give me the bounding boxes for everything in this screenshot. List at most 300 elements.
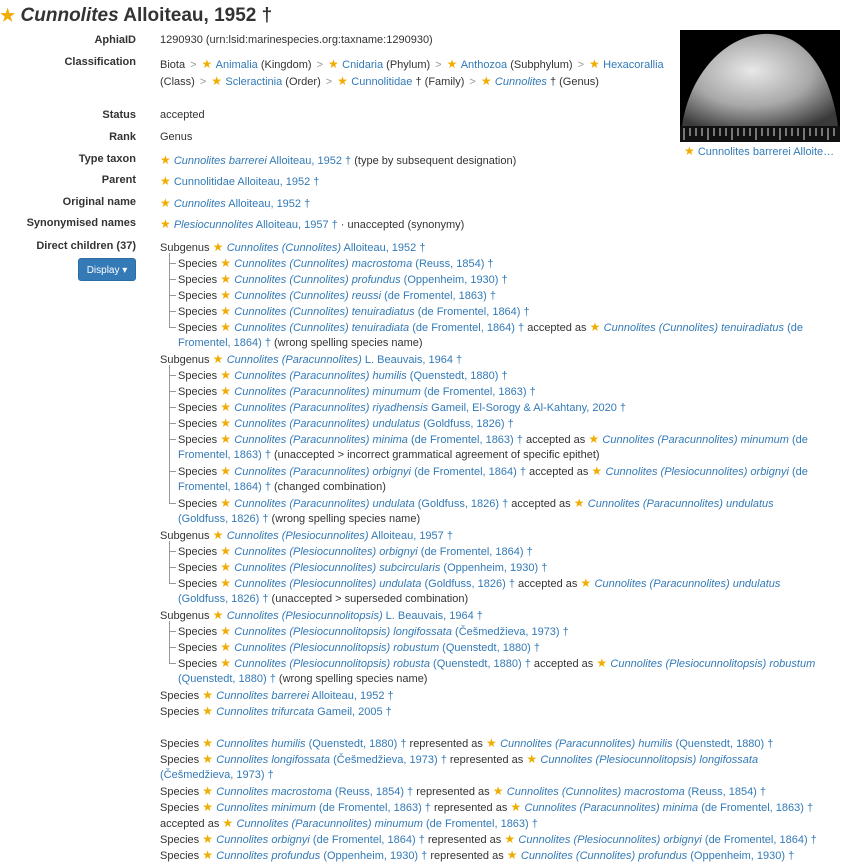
child-taxon-link[interactable]: Cunnolites (Plesiocunnolitopsis) <box>226 610 383 622</box>
tree-row <box>160 799 813 816</box>
tree-connector <box>169 375 176 376</box>
star-icon: ★ <box>220 368 235 382</box>
continued-note: (wrong spelling species name) <box>270 337 423 349</box>
star-icon: ★ <box>220 432 235 446</box>
child-taxon-authority[interactable]: Alloiteau, 1957 † <box>368 530 453 542</box>
tree-connector <box>169 365 170 503</box>
represented-taxon-authority[interactable]: (Reuss, 1854) † <box>684 786 767 798</box>
accepted-as-text: accepted as <box>160 818 223 830</box>
star-icon: ★ <box>337 74 352 88</box>
label-aphiaid: AphiaID <box>94 34 136 46</box>
tree-row <box>178 655 815 672</box>
child-rank: Species <box>160 738 203 750</box>
star-icon: ★ <box>446 57 461 71</box>
accepted-as-text: accepted as <box>530 658 597 670</box>
represented-as-text: represented as <box>446 754 527 766</box>
tree-connector <box>169 295 176 296</box>
star-icon: ★ <box>504 832 519 846</box>
represented-as-text: represented as <box>430 802 511 814</box>
child-taxon-authority[interactable]: (Oppenheim, 1930) † <box>400 274 508 286</box>
child-rank: Species <box>178 546 221 558</box>
star-icon: ★ <box>220 576 235 590</box>
tree-row <box>178 671 427 687</box>
tree-row <box>178 447 600 463</box>
star-icon: ★ <box>506 848 521 862</box>
continued-authority[interactable]: Fromentel, 1864) † <box>178 337 271 349</box>
classification-rank: † (Family) <box>412 76 465 88</box>
accepted-taxon-link[interactable]: Cunnolites (Paracunnolites) minumum <box>236 818 423 830</box>
accepted-as-text: accepted as <box>508 498 574 510</box>
tree-connector <box>169 647 176 648</box>
classification-link[interactable]: Cunnolitidae <box>351 76 413 88</box>
tree-row <box>160 831 817 848</box>
classification-rank: (Class) <box>160 76 195 88</box>
represented-as-text: represented as <box>413 786 493 798</box>
accepted-as-text: accepted as <box>514 578 581 590</box>
classification-link[interactable]: Scleractinia <box>225 76 283 88</box>
child-taxon-link[interactable]: Cunnolites humilis <box>216 738 306 750</box>
represented-taxon-link[interactable]: Cunnolites (Plesiocunnolitopsis) longifossata <box>540 754 759 766</box>
represented-as-text: represented as <box>424 834 505 846</box>
continued-authority[interactable]: (Češmedžieva, 1973) † <box>160 769 274 781</box>
title-authority: Alloiteau, 1952 † <box>118 5 273 26</box>
tree-row <box>178 559 547 576</box>
classification-rank: (Order) <box>282 76 321 88</box>
accepted-taxon-authority[interactable]: (de <box>784 322 804 334</box>
represented-taxon-link[interactable]: Cunnolites (Cunnolites) profundus <box>520 850 688 862</box>
child-rank: Species <box>178 306 221 318</box>
label-rank: Rank <box>109 131 136 143</box>
child-taxon-authority[interactable]: (Quenstedt, 1880) † <box>305 738 407 750</box>
continued-authority[interactable]: (Goldfuss, 1826) † <box>178 593 269 605</box>
star-icon: ★ <box>212 608 227 622</box>
tree-connector <box>169 391 176 392</box>
tree-connector <box>169 541 170 583</box>
accepted-as-text: accepted as <box>525 466 592 478</box>
type-taxon-value <box>160 153 516 167</box>
child-taxon-authority[interactable]: Alloiteau, 1952 † <box>309 690 394 702</box>
breadcrumb-separator: > <box>469 76 476 88</box>
child-taxon-link[interactable]: Cunnolites (Paracunnolites) <box>226 354 362 366</box>
continued-note: (wrong spelling species name) <box>275 673 428 685</box>
star-icon: ★ <box>202 784 217 798</box>
child-taxon-link[interactable]: Cunnolites (Cunnolites) profundus <box>234 274 401 286</box>
continued-note: (unaccepted > superseded combination) <box>268 593 469 605</box>
represented-taxon-link[interactable]: Cunnolites (Paracunnolites) minima <box>524 802 699 814</box>
star-icon: ★ <box>220 256 235 270</box>
tree-row <box>178 287 496 304</box>
classification-link[interactable]: Animalia <box>215 59 258 71</box>
type-taxon-note: (type by subsequent designation) <box>351 155 517 167</box>
tree-row <box>160 527 453 544</box>
tree-row <box>178 367 508 384</box>
child-rank: Species <box>178 258 221 270</box>
page-title <box>0 5 272 27</box>
tree-row <box>178 415 514 432</box>
synonymised-value <box>160 217 464 231</box>
classification-rank: † (Genus) <box>546 76 599 88</box>
star-icon: ★ <box>220 544 235 558</box>
tree-row <box>178 591 468 607</box>
child-taxon-link[interactable]: Cunnolites (Paracunnolites) undulatus <box>234 418 421 430</box>
tree-row <box>178 431 808 448</box>
star-icon: ★ <box>328 57 343 71</box>
child-taxon-link[interactable]: Cunnolites minimum <box>216 802 316 814</box>
star-icon: ★ <box>222 816 237 830</box>
child-taxon-authority[interactable]: (Quenstedt, 1880) † <box>406 370 508 382</box>
label-type-taxon: Type taxon <box>78 153 136 165</box>
star-icon: ★ <box>220 400 235 414</box>
child-rank: Species <box>160 802 203 814</box>
child-taxon-authority[interactable]: (Češmedžieva, 1973) † <box>451 626 569 638</box>
represented-taxon-link[interactable]: Cunnolites (Plesiocunnolites) orbignyi <box>518 834 702 846</box>
child-taxon-link[interactable]: Cunnolites (Paracunnolites) orbignyi <box>234 466 412 478</box>
classification-link[interactable]: Anthozoa <box>460 59 508 71</box>
tree-connector <box>169 621 170 663</box>
represented-as-text: represented as <box>427 850 507 862</box>
child-taxon-link[interactable]: Cunnolites (Cunnolites) tenuiradiatus <box>234 306 415 318</box>
star-icon: ★ <box>201 57 216 71</box>
accepted-as-text: accepted as <box>524 322 590 334</box>
child-rank: Species <box>178 498 221 510</box>
accepted-taxon-authority[interactable]: (de <box>788 466 808 478</box>
rank-value: Genus <box>160 131 193 143</box>
tree-row <box>178 479 386 495</box>
represented-taxon-link[interactable]: Cunnolites (Cunnolites) macrostoma <box>506 786 685 798</box>
child-taxon-link[interactable]: Cunnolites (Paracunnolites) minumum <box>234 386 421 398</box>
child-rank: Species <box>160 834 203 846</box>
label-classification: Classification <box>64 56 136 68</box>
classification-rank: (Phylum) <box>383 59 431 71</box>
star-icon: ★ <box>220 272 235 286</box>
child-taxon-link[interactable]: Cunnolites (Cunnolites) reussi <box>234 290 382 302</box>
label-parent: Parent <box>101 174 136 186</box>
star-icon: ★ <box>211 74 226 88</box>
accepted-taxon-link[interactable]: Cunnolites (Cunnolites) tenuiradiatus <box>603 322 785 334</box>
accepted-taxon-link[interactable]: Cunnolites (Plesiocunnolites) orbignyi <box>605 466 789 478</box>
star-icon: ★ <box>220 304 235 318</box>
child-rank: Subgenus <box>160 242 213 254</box>
star-icon: ★ <box>160 217 171 231</box>
child-taxon-link[interactable]: Cunnolites (Paracunnolites) riyadhensis <box>234 402 429 414</box>
star-icon: ★ <box>485 736 501 750</box>
star-icon: ★ <box>591 464 606 478</box>
child-rank: Subgenus <box>160 354 213 366</box>
child-rank: Species <box>178 562 221 574</box>
breadcrumb-separator: > <box>316 59 324 71</box>
type-taxon-authority[interactable]: Alloiteau, 1952 † <box>266 155 352 167</box>
star-icon: ★ <box>202 688 217 702</box>
tree-row <box>178 511 420 527</box>
child-rank: Species <box>178 466 221 478</box>
continued-authority[interactable]: Fromentel, 1863) † <box>178 449 271 461</box>
child-taxon-authority[interactable]: (Oppenheim, 1930) † <box>320 850 428 862</box>
child-taxon-link[interactable]: Cunnolites (Cunnolites) macrostoma <box>234 258 413 270</box>
tree-row <box>178 271 508 288</box>
star-icon: ★ <box>589 57 604 71</box>
tree-connector <box>169 551 176 552</box>
parent-link[interactable]: Cunnolitidae Alloiteau, 1952 † <box>173 176 320 188</box>
star-icon: ★ <box>220 464 235 478</box>
child-taxon-authority[interactable]: (Češmedžieva, 1973) † <box>330 754 447 766</box>
classification-link[interactable]: Cnidaria <box>342 59 384 71</box>
label-direct-children: Direct children (37) <box>36 240 136 252</box>
specimen-image[interactable] <box>680 30 840 142</box>
child-rank: Species <box>178 418 221 430</box>
child-rank: Species <box>178 434 221 446</box>
tree-row <box>178 575 780 592</box>
child-rank: Subgenus <box>160 530 213 542</box>
star-icon: ★ <box>202 848 217 862</box>
breadcrumb-separator: > <box>435 59 442 71</box>
child-rank: Species <box>178 642 221 654</box>
child-taxon-authority[interactable]: (Reuss, 1854) † <box>331 786 414 798</box>
child-taxon-authority[interactable]: Gameil, El-Sorogy & Al-Kahtany, 2020 † <box>428 402 627 414</box>
child-taxon-authority[interactable]: (Goldfuss, 1826) † <box>420 418 514 430</box>
tree-row <box>160 687 394 704</box>
child-rank: Species <box>160 850 203 862</box>
represented-taxon-authority[interactable]: (de Fromentel, 1863) † <box>698 802 814 814</box>
accepted-taxon-link[interactable]: Cunnolites (Paracunnolites) minumum <box>602 434 789 446</box>
star-icon: ★ <box>160 153 171 167</box>
child-taxon-link[interactable]: Cunnolites (Plesiocunnolitopsis) robusta <box>234 658 430 670</box>
breadcrumb-separator: > <box>325 76 333 88</box>
tree-row <box>178 383 536 400</box>
tree-row <box>178 335 423 351</box>
tree-row <box>178 319 803 336</box>
star-icon: ★ <box>202 704 217 718</box>
star-icon: ★ <box>212 352 227 366</box>
child-taxon-link[interactable]: Cunnolites (Cunnolites) <box>226 242 342 254</box>
image-caption[interactable] <box>684 144 834 158</box>
tree-row <box>178 463 808 480</box>
star-icon: ★ <box>220 416 235 430</box>
star-icon: ★ <box>684 144 695 158</box>
star-icon: ★ <box>492 784 507 798</box>
child-taxon-authority[interactable]: (de Fromentel, 1864) † <box>414 306 530 318</box>
star-icon: ★ <box>580 576 595 590</box>
tree-connector <box>169 471 176 472</box>
child-rank: Species <box>178 402 221 414</box>
child-rank: Species <box>178 626 221 638</box>
tree-connector <box>169 503 176 504</box>
tree-row <box>178 623 569 640</box>
child-rank: Species <box>178 386 221 398</box>
child-taxon-authority[interactable]: (de Fromentel, 1864) † <box>411 466 526 478</box>
star-icon: ★ <box>589 320 604 334</box>
continued-authority[interactable]: (Quenstedt, 1880) † <box>178 673 276 685</box>
child-taxon-link[interactable]: Cunnolites longifossata <box>216 754 331 766</box>
star-icon: ★ <box>212 240 227 254</box>
child-taxon-authority[interactable]: (Quenstedt, 1880) † <box>429 658 531 670</box>
continued-authority[interactable]: (Goldfuss, 1826) † <box>178 513 269 525</box>
accepted-taxon-link[interactable]: Cunnolites (Paracunnolites) undulatus <box>594 578 781 590</box>
child-taxon-link[interactable]: Cunnolites (Plesiocunnolites) undulata <box>234 578 422 590</box>
label-original-name: Original name <box>62 196 136 208</box>
star-icon: ★ <box>202 736 217 750</box>
child-taxon-link[interactable]: Cunnolites (Plesiocunnolitopsis) robustum <box>234 642 440 654</box>
synonym-link[interactable]: Plesiocunnolites <box>173 219 254 231</box>
star-icon: ★ <box>220 560 235 574</box>
coral-photo-icon <box>680 30 840 142</box>
child-taxon-authority[interactable]: (Goldfuss, 1826) † <box>414 498 509 510</box>
tree-connector <box>169 327 176 328</box>
synonym-authority[interactable]: Alloiteau, 1957 † <box>253 219 338 231</box>
child-taxon-authority[interactable]: (de Fromentel, 1864) † <box>409 322 525 334</box>
tree-row <box>178 255 494 272</box>
child-taxon-authority[interactable]: (de Fromentel, 1864) † <box>309 834 425 846</box>
tree-connector <box>169 311 176 312</box>
breadcrumb-separator: > <box>199 76 207 88</box>
accepted-taxon-link[interactable]: Cunnolites (Plesiocunnolitopsis) robustum <box>610 658 816 670</box>
accepted-as-text: accepted as <box>522 434 589 446</box>
child-taxon-link[interactable]: Cunnolites (Plesiocunnolitopsis) longifossata <box>234 626 452 638</box>
tree-row <box>160 735 773 752</box>
classification-link[interactable]: Cunnolites <box>494 76 547 88</box>
star-icon: ★ <box>510 800 525 814</box>
child-taxon-link[interactable]: Cunnolites barrerei <box>216 690 310 702</box>
continued-note: (wrong spelling species name) <box>268 513 421 525</box>
continued-note: (unaccepted > incorrect grammatical agreement of specific epithet) <box>270 449 600 461</box>
tree-row <box>178 495 774 512</box>
child-taxon-authority[interactable]: (Goldfuss, 1826) † <box>421 578 515 590</box>
child-rank: Species <box>160 786 203 798</box>
star-icon: ★ <box>480 74 495 88</box>
tree-row <box>160 783 766 800</box>
aphiaid-value: 1290930 (urn:lsid:marinespecies.org:taxname:1290930) <box>160 34 433 46</box>
star-icon: ★ <box>220 656 235 670</box>
display-button[interactable]: Display ▾ <box>78 258 136 281</box>
child-taxon-authority[interactable]: Alloiteau, 1952 † <box>341 242 426 254</box>
tree-row <box>160 239 425 256</box>
star-icon: ★ <box>160 196 171 210</box>
star-icon: ★ <box>212 528 227 542</box>
child-taxon-link[interactable]: Cunnolites trifurcata <box>216 706 315 718</box>
star-icon: ★ <box>573 496 588 510</box>
breadcrumb-separator: > <box>577 59 585 71</box>
child-taxon-authority[interactable]: L. Beauvais, 1964 † <box>361 354 463 366</box>
represented-as-text: represented as <box>406 738 486 750</box>
child-taxon-link[interactable]: Cunnolites (Plesiocunnolites) subcircularis <box>234 562 441 574</box>
classification-rank: (Kingdom) <box>257 59 312 71</box>
label-status: Status <box>102 109 136 121</box>
child-taxon-authority[interactable]: (Quenstedt, 1880) † <box>439 642 541 654</box>
parent-value <box>160 174 319 188</box>
status-value: accepted <box>160 109 205 121</box>
tree-connector <box>169 279 176 280</box>
represented-taxon-authority[interactable]: (de Fromentel, 1864) † <box>701 834 817 846</box>
tree-row <box>160 351 462 368</box>
accepted-taxon-authority[interactable]: (de Fromentel, 1863) † <box>422 818 538 830</box>
star-icon: ★ <box>220 640 235 654</box>
star-icon: ★ <box>202 800 217 814</box>
child-taxon-authority[interactable]: L. Beauvais, 1964 † <box>382 610 483 622</box>
tree-row <box>178 639 540 656</box>
tree-row <box>178 399 626 416</box>
tree-row <box>160 607 483 624</box>
child-taxon-link[interactable]: Cunnolites orbignyi <box>216 834 310 846</box>
star-icon: ★ <box>220 288 235 302</box>
star-icon: ★ <box>220 496 235 510</box>
child-rank: Species <box>178 578 221 590</box>
tree-row <box>160 767 274 783</box>
tree-connector <box>169 583 176 584</box>
tree-row <box>160 847 794 864</box>
represented-taxon-authority[interactable]: (Oppenheim, 1930) † <box>687 850 795 862</box>
tree-connector <box>169 407 176 408</box>
child-rank: Species <box>160 754 203 766</box>
tree-connector <box>169 663 176 664</box>
tree-connector <box>169 423 176 424</box>
original-name-link[interactable]: Cunnolites <box>173 198 226 210</box>
tree-connector <box>169 439 176 440</box>
child-rank: Species <box>178 290 221 302</box>
classification-rank: (Subphylum) <box>507 59 573 71</box>
continued-authority[interactable]: Fromentel, 1864) † <box>178 481 271 493</box>
continued-note: (changed combination) <box>270 481 386 493</box>
tree-row <box>178 303 530 320</box>
classification-link[interactable]: Hexacorallia <box>603 59 664 71</box>
star-icon: ★ <box>0 6 16 25</box>
child-taxon-link[interactable]: Cunnolites (Plesiocunnolites) orbignyi <box>234 546 418 558</box>
represented-taxon-authority[interactable]: (Quenstedt, 1880) † <box>672 738 774 750</box>
tree-row <box>160 815 538 832</box>
child-taxon-link[interactable]: Cunnolites (Paracunnolites) humilis <box>234 370 407 382</box>
accepted-taxon-link[interactable]: Cunnolites (Paracunnolites) undulatus <box>587 498 774 510</box>
title-genus: Cunnolites <box>20 5 119 26</box>
child-taxon-link[interactable]: Cunnolites (Plesiocunnolites) <box>226 530 369 542</box>
child-taxon-link[interactable]: Cunnolites (Cunnolites) tenuiradiata <box>234 322 410 334</box>
represented-taxon-link[interactable]: Cunnolites (Paracunnolites) humilis <box>500 738 673 750</box>
child-taxon-authority[interactable]: (de Fromentel, 1864) † <box>417 546 533 558</box>
original-name-authority[interactable]: Alloiteau, 1952 † <box>225 198 311 210</box>
child-taxon-authority[interactable]: (de Fromentel, 1863) † <box>420 386 536 398</box>
child-taxon-link[interactable]: Cunnolites profundus <box>216 850 321 862</box>
original-name-value <box>160 196 310 210</box>
star-icon: ★ <box>220 320 235 334</box>
image-caption-link[interactable]: Cunnolites barrerei Alloite… <box>697 146 835 158</box>
tree-connector <box>169 263 176 264</box>
child-taxon-authority[interactable]: (de Fromentel, 1863) † <box>381 290 496 302</box>
star-icon: ★ <box>202 752 217 766</box>
child-taxon-link[interactable]: Cunnolites (Paracunnolites) undulata <box>234 498 415 510</box>
tree-row <box>160 751 758 768</box>
child-taxon-authority[interactable]: Gameil, 2005 † <box>314 706 392 718</box>
child-taxon-authority[interactable]: (Oppenheim, 1930) † <box>440 562 548 574</box>
child-taxon-link[interactable]: Cunnolites (Paracunnolites) minima <box>234 434 408 446</box>
star-icon: ★ <box>220 384 235 398</box>
tree-connector <box>169 631 176 632</box>
star-icon: ★ <box>160 174 171 188</box>
child-rank: Species <box>178 322 221 334</box>
child-rank: Species <box>178 274 221 286</box>
child-rank: Species <box>160 706 203 718</box>
child-taxon-authority[interactable]: (Reuss, 1854) † <box>412 258 494 270</box>
classification-root: Biota <box>160 59 186 71</box>
star-icon: ★ <box>588 432 603 446</box>
child-taxon-authority[interactable]: (de Fromentel, 1863) † <box>315 802 431 814</box>
classification-breadcrumb <box>160 56 670 90</box>
breadcrumb-separator: > <box>190 59 197 71</box>
tree-connector <box>169 253 170 327</box>
star-icon: ★ <box>596 656 611 670</box>
star-icon: ★ <box>526 752 541 766</box>
child-taxon-link[interactable]: Cunnolites macrostoma <box>216 786 332 798</box>
child-rank: Species <box>178 658 221 670</box>
type-taxon-link[interactable]: Cunnolites barrerei <box>173 155 267 167</box>
child-taxon-authority[interactable]: (de Fromentel, 1863) † <box>407 434 523 446</box>
accepted-taxon-authority[interactable]: (de <box>788 434 808 446</box>
